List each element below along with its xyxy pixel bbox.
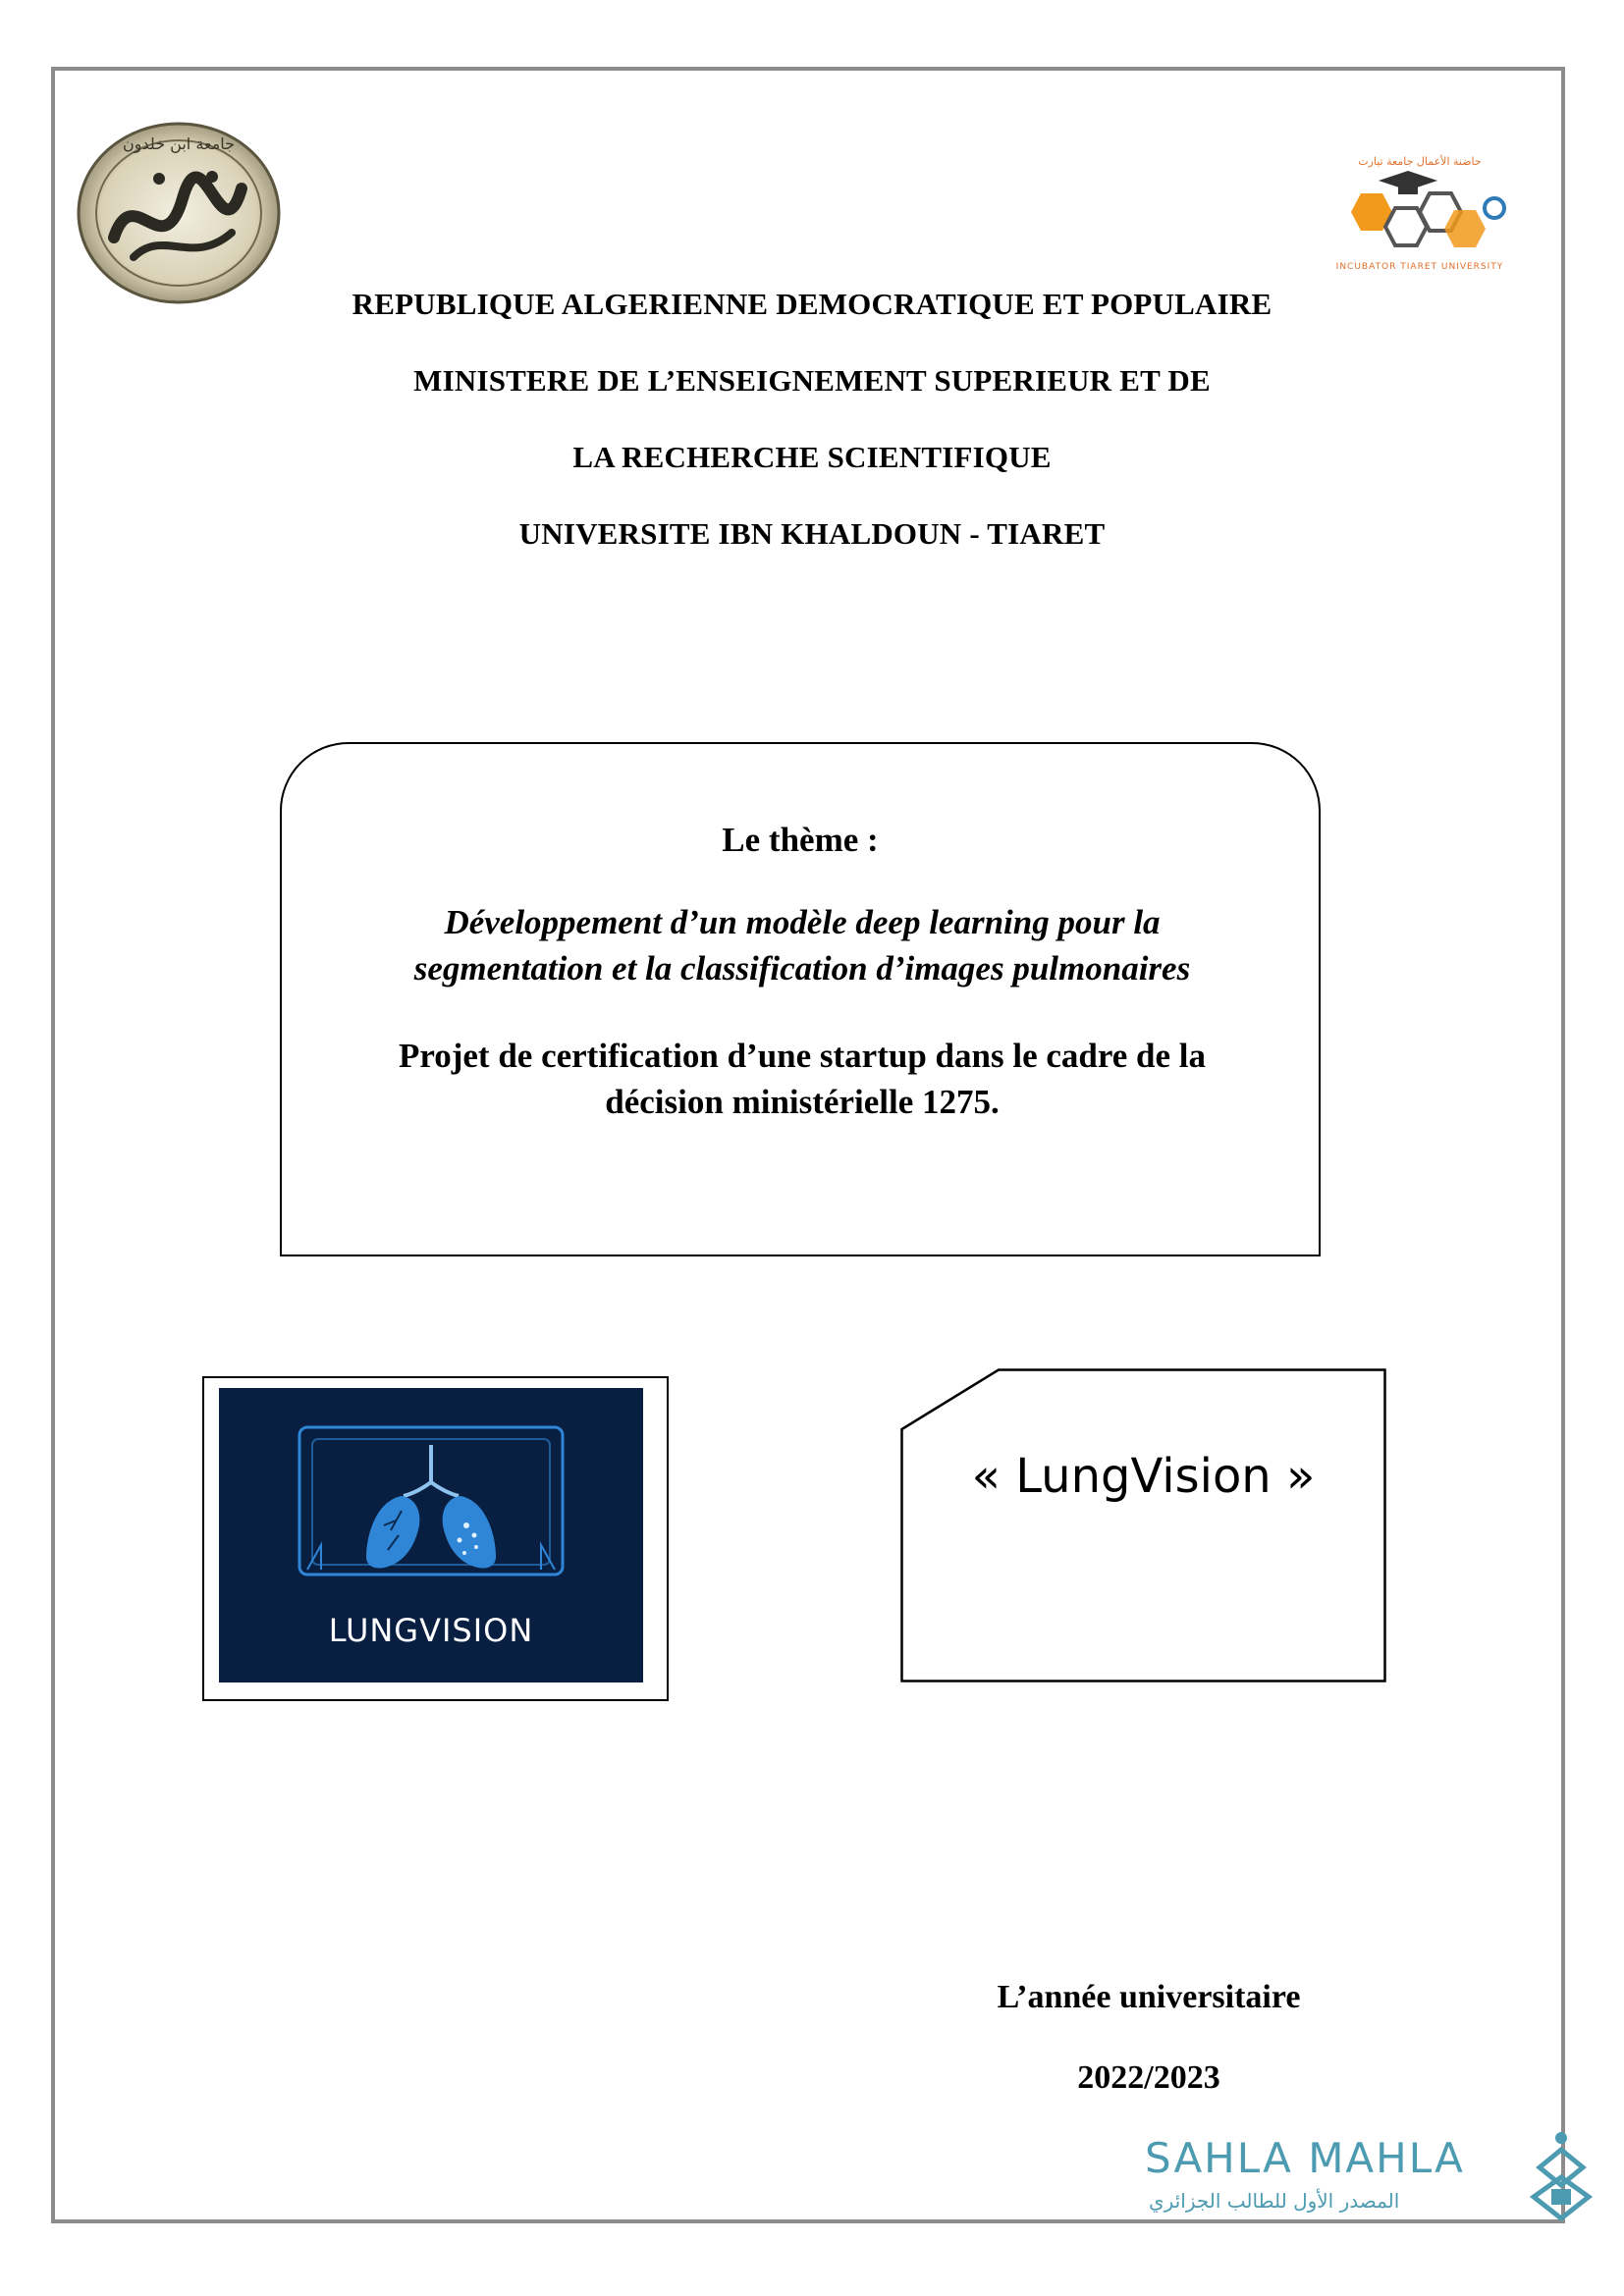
academic-year-value: 2022/2023 xyxy=(1077,2059,1220,2096)
university-seal-logo xyxy=(75,120,283,306)
startup-name-box xyxy=(900,1368,1386,1682)
theme-box xyxy=(280,742,1321,1256)
theme-project-line1: Projet de certification d’une startup dans le cadre de la xyxy=(398,1037,1207,1075)
header-republic: REPUBLIQUE ALGERIENNE DEMOCRATIQUE ET POPULAIRE xyxy=(352,287,1272,321)
header-ministry: MINISTERE DE L’ENSEIGNEMENT SUPERIEUR ET DE xyxy=(413,363,1211,398)
incubator-arabic-text: حاضنة الأعمال جامعة تيارت xyxy=(1358,155,1482,168)
watermark-brand: SAHLA MAHLA xyxy=(1145,2134,1465,2182)
theme-title-line2: segmentation et la classification d’images pulmonaires xyxy=(413,949,1191,988)
header-university: UNIVERSITE IBN KHALDOUN - TIARET xyxy=(518,516,1106,551)
lungvision-logo-frame xyxy=(202,1376,669,1701)
theme-label: Le thème : xyxy=(722,821,879,859)
startup-name: « LungVision » xyxy=(971,1449,1316,1504)
incubator-logo xyxy=(1322,149,1518,277)
university-seal-text: جامعة ابن خلدون xyxy=(123,134,235,153)
lungvision-logo-text: LUNGVISION xyxy=(328,1612,534,1649)
sahla-mahla-watermark xyxy=(1139,2128,1600,2236)
theme-title-line1: Développement d’un modèle deep learning pour la xyxy=(444,903,1161,941)
theme-project-line2: décision ministérielle 1275. xyxy=(605,1083,1000,1121)
theme-project xyxy=(321,1033,1283,1125)
lungvision-logo xyxy=(219,1388,643,1682)
watermark-tagline: المصدر الأول للطالب الجزائري xyxy=(1149,2189,1400,2213)
academic-year-label: L’année universitaire xyxy=(997,1979,1301,2015)
incubator-text: INCUBATOR TIARET UNIVERSITY xyxy=(1335,262,1504,272)
watermark-emblem-icon xyxy=(1520,2128,1598,2226)
header-research: LA RECHERCHE SCIENTIFIQUE xyxy=(572,440,1052,474)
theme-title xyxy=(321,899,1283,991)
